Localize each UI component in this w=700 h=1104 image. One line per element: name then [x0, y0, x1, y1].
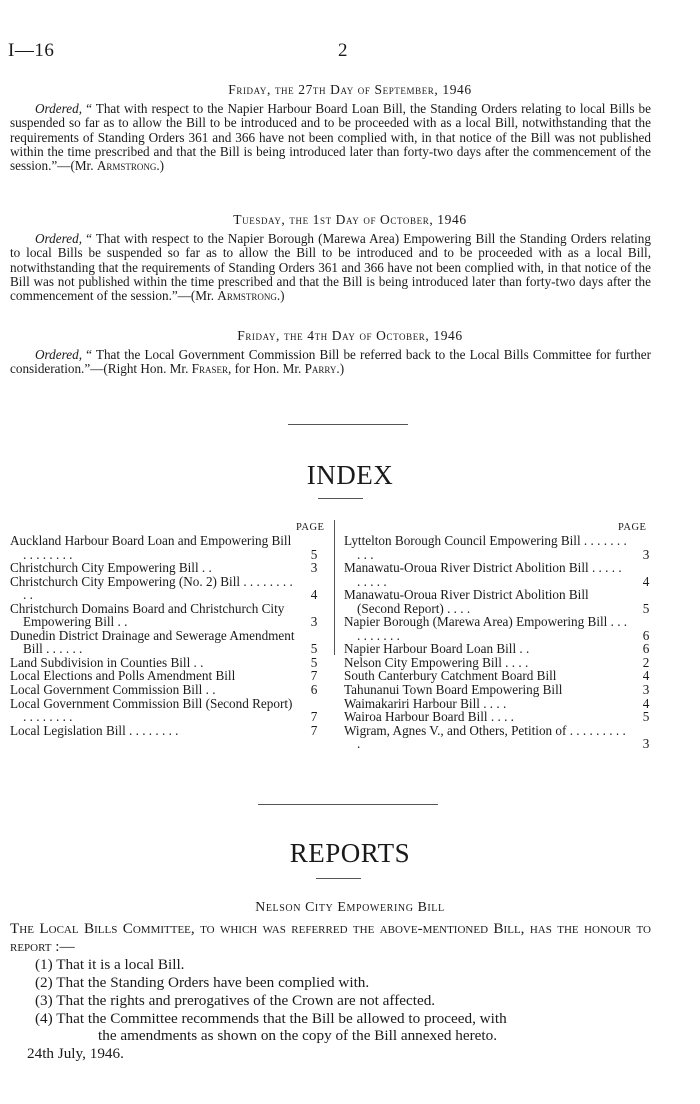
index-entry-title: Christchurch City Empowering (No. 2) Bill . . . . . . . . . . [10, 573, 293, 603]
report-intro-text: The Local Bills Committee, to which was referred the above-mentioned Bill, has the honour to report :— [10, 920, 651, 955]
index-entry-page: 6 [642, 627, 650, 643]
index-entry [10, 683, 324, 697]
index-page-header-left: PAGE [296, 522, 325, 533]
order-tail: .) [276, 288, 285, 304]
index-entry [344, 724, 656, 751]
index-entry-page: 7 [310, 668, 318, 684]
index-entry-title: Lyttelton Borough Council Empowering Bill . . . . . . . . . . [344, 533, 627, 562]
mover-name-2: Parry [304, 361, 337, 377]
index-entry [10, 629, 324, 656]
index-entry-title: Auckland Harbour Board Loan and Empowering Bill . . . . . . . . [10, 533, 292, 562]
ordered-label: Ordered, [35, 101, 82, 116]
index-entry-title: Local Government Commission Bill (Second Report) . . . . . . . . [10, 695, 293, 725]
order-tail: .) [156, 158, 165, 174]
index-entry [10, 561, 324, 575]
index-entry [10, 697, 324, 724]
index-entry [344, 534, 656, 561]
mover-name: Armstrong [217, 288, 277, 304]
index-title-rule [318, 498, 363, 499]
report-intro [10, 920, 651, 956]
index-entry-page: 5 [642, 600, 650, 616]
index-entry-page: 5 [310, 641, 318, 657]
report-item-4: (4) That the Committee recommends that the Bill be allowed to proceed, with [35, 1009, 507, 1027]
index-entry-title: Waimakariri Harbour Bill . . . . [344, 695, 507, 711]
index-entry-page: 3 [642, 736, 650, 752]
index-entry-page: 6 [642, 641, 650, 657]
index-left-column [10, 534, 324, 737]
index-right-column [344, 534, 656, 751]
index-entry-title: Local Elections and Polls Amendment Bill [10, 668, 236, 684]
index-entry [344, 615, 656, 642]
order-text: “ That with respect to the Napier Harbour Board Loan Bill, the Standing Orders relating to local Bills be suspended so far as to allow the Bill to be introduced and to be proceeded with as a local Bill, notwithstanding that the requirements of Standing Orders 361 and 366 have not been complied with, in that notice of the Bill was not published within the time prescribed and that the Bill is being introduced later than forty-two days after the commencement of the session.”—(Mr. [10, 101, 651, 174]
index-entry [344, 561, 656, 588]
index-title: INDEX [306, 460, 394, 490]
day-heading-1-october: Tuesday, the 1st Day of October, 1946 [233, 212, 467, 227]
ordered-label: Ordered, [35, 347, 82, 362]
index-entry [10, 575, 324, 602]
index-entry-title: South Canterbury Catchment Board Bill [344, 668, 557, 684]
index-entry [10, 656, 324, 670]
order-mid: , for Hon. Mr. [228, 361, 305, 377]
index-entry [10, 669, 324, 683]
index-entry-page: 3 [642, 546, 650, 562]
order-local-government-commission [10, 348, 651, 377]
index-entry-title: Napier Harbour Board Loan Bill . . [344, 641, 530, 657]
index-entry [344, 683, 656, 697]
index-entry-title: Christchurch Domains Board and Christchurch City Empowering Bill . . [10, 600, 285, 630]
index-entry-page: 4 [642, 695, 650, 711]
day-heading-27-september: Friday, the 27th Day of September, 1946 [228, 82, 472, 97]
ordered-label: Ordered, [35, 231, 82, 246]
index-entry-title: Napier Borough (Marewa Area) Empowering Bill . . . . . . . . . . [344, 614, 628, 643]
order-tail: .) [336, 361, 345, 377]
index-entry-title: Local Legislation Bill . . . . . . . . [10, 722, 179, 738]
mover-name: Fraser [191, 361, 229, 377]
order-text: “ That the Local Government Commission Bill be referred back to the Local Bills Committee for further consideration.”—(Right Hon. Mr. [10, 347, 651, 377]
index-entry-title: Manawatu-Oroua River District Abolition Bill (Second Report) . . . . [344, 587, 589, 616]
index-entry-title: Christchurch City Empowering Bill . . [10, 560, 212, 576]
report-date: 24th July, 1946. [27, 1045, 124, 1063]
reports-title-rule [316, 878, 361, 879]
index-entry-page: 4 [642, 668, 650, 684]
index-entry [10, 534, 324, 561]
index-entry-page: 5 [642, 709, 650, 725]
order-napier-harbour-board [10, 102, 651, 173]
section-divider [288, 424, 408, 425]
reports-title: REPORTS [289, 838, 411, 868]
index-entry [10, 602, 324, 629]
report-body [10, 920, 651, 1063]
index-entry-title: Nelson City Empowering Bill . . . . [344, 654, 529, 670]
report-item-1: (1) That it is a local Bill. [35, 955, 185, 973]
index-entry-title: Manawatu-Oroua River District Abolition Bill . . . . . . . . . . [344, 560, 622, 589]
day-heading-4-october: Friday, the 4th Day of October, 1946 [237, 328, 463, 343]
index-entry [344, 669, 656, 683]
index-entry-page: 4 [642, 573, 650, 589]
index-entry [344, 697, 656, 711]
index-column-divider [334, 520, 335, 655]
index-entry-page: 5 [310, 546, 318, 562]
index-entry-page: 6 [310, 682, 318, 698]
index-entry-page: 3 [310, 614, 318, 630]
index-entry-page: 7 [310, 709, 318, 725]
index-page-header-right: PAGE [618, 522, 647, 533]
order-napier-borough-marewa [10, 232, 651, 303]
index-entry-page: 7 [310, 722, 318, 738]
index-entry-title: Local Government Commission Bill . . [10, 682, 216, 698]
index-entry-page: 3 [310, 560, 318, 576]
report-item-4-continued: the amendments as shown on the copy of the Bill annexed hereto. [98, 1027, 497, 1045]
index-entry-title: Tahunanui Town Board Empowering Bill [344, 682, 563, 698]
report-item-2: (2) That the Standing Orders have been complied with. [35, 973, 370, 991]
index-entry-page: 3 [642, 682, 650, 698]
index-entry-page: 2 [642, 654, 650, 670]
section-divider [258, 804, 438, 805]
index-entry [344, 710, 656, 724]
document-reference: I—16 [8, 40, 55, 61]
index-entry-title: Wairoa Harbour Board Bill . . . . [344, 709, 514, 725]
index-entry [344, 656, 656, 670]
index-entry-title: Land Subdivision in Counties Bill . . [10, 654, 204, 670]
report-subtitle: Nelson City Empowering Bill [255, 899, 445, 914]
order-text: “ That with respect to the Napier Borough (Marewa Area) Empowering Bill the Standing Orders relating to local Bills be suspended so far as to allow the Bill to be introduced and to be proceeded with as a local Bill, notwithstanding that the requirements of Standing Orders 361 and 366 have not been complied with, in that notice of the Bill was not published within the time prescribed and that the Bill is being introduced later than forty-two days after the commencement of the session.”—(Mr. [10, 231, 651, 304]
index-entry-page: 5 [310, 654, 318, 670]
report-item-3: (3) That the rights and prerogatives of the Crown are not affected. [35, 991, 436, 1009]
index-entry-page: 4 [310, 587, 318, 603]
index-entry [10, 724, 324, 738]
index-entry-title: Wigram, Agnes V., and Others, Petition of . . . . . . . . . . [344, 722, 626, 752]
index-entry [344, 588, 656, 615]
mover-name: Armstrong [96, 158, 157, 174]
index-entry-title: Dunedin District Drainage and Sewerage Amendment Bill . . . . . . [10, 627, 295, 657]
page-number: 2 [338, 40, 348, 61]
index-entry [344, 642, 656, 656]
